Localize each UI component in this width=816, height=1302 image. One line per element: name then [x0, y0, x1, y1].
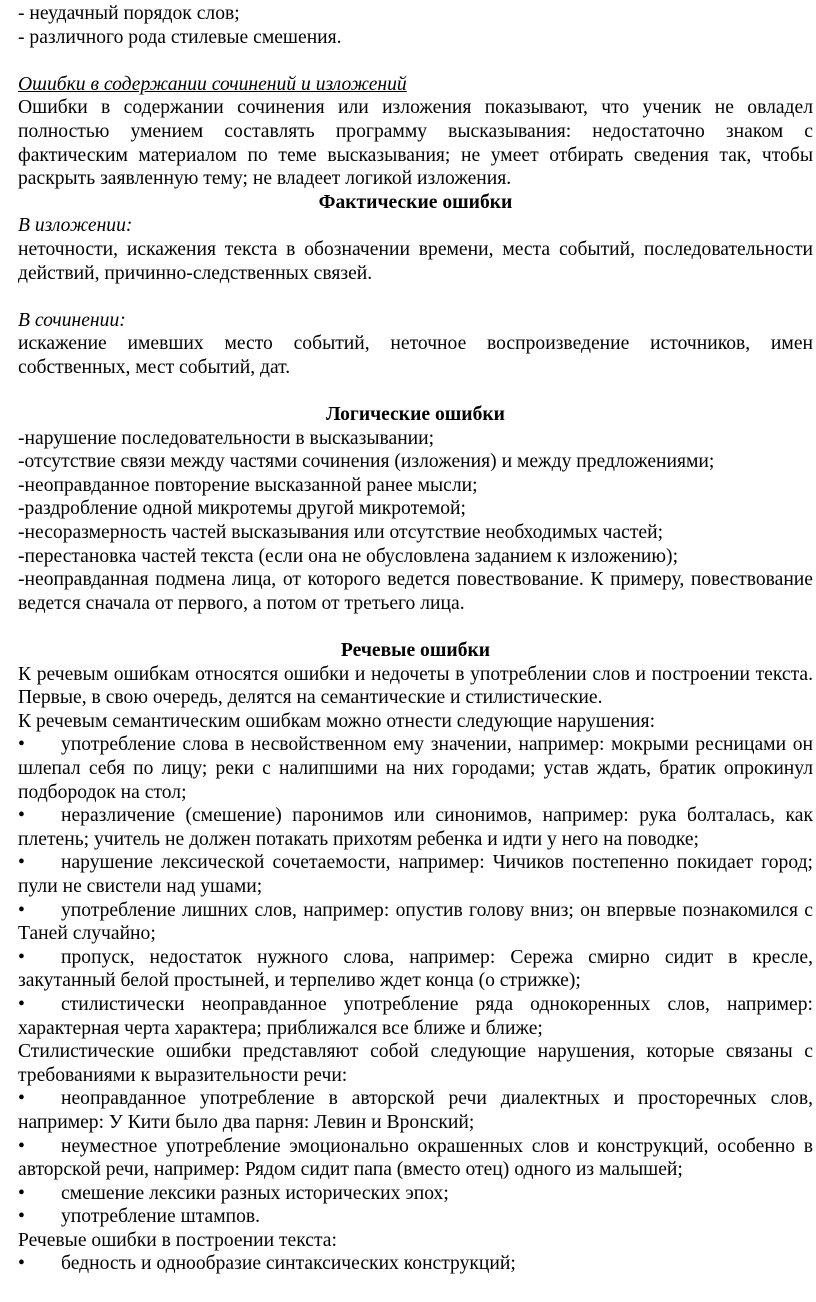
- spacer: [18, 49, 813, 73]
- essay-label: В сочинении:: [18, 309, 126, 331]
- semantic-item-text: употребление слова в несвойственном ему значении, например: мокрыми ресницами он шлепал себя по лицу; реки с налипшими на них городами; устав ждать, братик опрокинул подбородок на стол;: [18, 734, 813, 803]
- factual-errors-heading: Фактические ошибки: [318, 191, 513, 213]
- bullet-icon: •: [18, 993, 25, 1015]
- stylistic-item: [18, 1182, 813, 1206]
- logical-item: -неоправданная подмена лица, от которого ведется повествование. К примеру, повествование ведется сначала от первого, а потом от третьего лица.: [18, 569, 813, 614]
- stylistic-item-text: употребление штампов.: [61, 1206, 261, 1228]
- semantic-item-text: стилистически неоправданное употребление ряда однокоренных слов, например: характерная черта характера; приближался все ближе и ближе;: [18, 993, 813, 1039]
- bullet-icon: •: [18, 1182, 25, 1204]
- intro-line-2: - различного рода стилевые смешения.: [18, 26, 342, 48]
- semantic-item: [18, 851, 813, 898]
- text-errors-intro: Речевые ошибки в построении текста:: [18, 1229, 337, 1251]
- logical-item: -несоразмерность частей высказывания или отсутствие необходимых частей;: [18, 522, 664, 544]
- bullet-icon: •: [18, 1088, 25, 1110]
- text-errors-item: [18, 1252, 813, 1276]
- stylistic-item-text: неоправданное употребление в авторской речи диалектных и просторечных слов, например: У Кити было два парня: Левин и Вронский;: [18, 1088, 813, 1133]
- bullet-icon: •: [18, 1253, 25, 1275]
- logical-item: -отсутствие связи между частями сочинения (изложения) и между предложениями;: [18, 451, 715, 473]
- bullet-icon: •: [18, 805, 25, 827]
- bullet-icon: •: [18, 899, 25, 921]
- text-errors-item-text: бедность и однообразие синтаксических конструкций;: [61, 1253, 516, 1275]
- spacer: [18, 285, 813, 309]
- logical-item: -раздробление одной микротемы другой микротемой;: [18, 498, 466, 520]
- spacer: [18, 380, 813, 404]
- bullet-icon: •: [18, 1135, 25, 1157]
- semantic-intro: К речевым семантическим ошибкам можно отнести следующие нарушения:: [18, 710, 656, 732]
- semantic-item-text: нарушение лексической сочетаемости, например: Чичиков постепенно покидает город; пули не свистели над ушами;: [18, 852, 813, 897]
- intro-line-1: - неудачный порядок слов;: [18, 3, 240, 24]
- semantic-item: [18, 733, 813, 804]
- spacer: [18, 615, 813, 639]
- semantic-item-text: пропуск, недостаток нужного слова, например: Сережа смирно сидит в кресле, закутанный белой простыней, и терпеливо ждет конца (о стрижке);: [18, 946, 813, 992]
- logical-item: -неоправданное повторение высказанной ранее мысли;: [18, 474, 478, 496]
- essay-text: искажение имевших место событий, неточное воспроизведение источников, имен собственных, мест событий, дат.: [18, 333, 813, 378]
- stylistic-intro: Стилистические ошибки представляют собой следующие нарушения, которые связаны с требованиями к выразительности речи:: [18, 1041, 813, 1086]
- logical-item: -перестановка частей текста (если она не обусловлена заданием к изложению);: [18, 545, 679, 567]
- bullet-icon: •: [18, 734, 25, 756]
- stylistic-item: [18, 1087, 813, 1134]
- bullet-icon: •: [18, 852, 25, 874]
- semantic-item: [18, 899, 813, 946]
- semantic-item-text: употребление лишних слов, например: опустив голову вниз; он впервые познакомился с Таней случайно;: [18, 899, 813, 945]
- bullet-icon: •: [18, 946, 25, 968]
- summary-label: В изложении:: [18, 215, 133, 237]
- content-errors-paragraph: Ошибки в содержании сочинения или изложения показывают, что ученик не овладел полностью умением составлять программу высказывания: недостаточно знаком с фактическим материалом по теме высказывания; не умеет отбирать сведения так, чтобы раскрыть заявленную тему; не владеет логикой изложения.: [18, 97, 813, 190]
- logical-errors-heading: Логические ошибки: [326, 404, 505, 426]
- content-errors-heading: Ошибки в содержании сочинений и изложений: [18, 73, 407, 95]
- semantic-item: [18, 993, 813, 1040]
- speech-intro: К речевым ошибкам относятся ошибки и недочеты в употреблении слов и построении текста. Первые, в свою очередь, делятся на семантические и стилистические.: [18, 663, 813, 709]
- stylistic-item-text: неуместное употребление эмоционально окрашенных слов и конструкций, особенно в авторской речи, например: Рядом сидит папа (вместо отец) одного из малышей;: [18, 1135, 813, 1181]
- summary-text: неточности, искажения текста в обозначении времени, места событий, последовательности действий, причинно-следственных связей.: [18, 238, 813, 284]
- semantic-item-text: неразличение (смешение) паронимов или синонимов, например: рука болталась, как плетень; учитель не должен потакать прихотям ребенка и идти у него на поводке;: [18, 805, 813, 850]
- semantic-item: [18, 946, 813, 993]
- stylistic-item: [18, 1135, 813, 1182]
- stylistic-item: [18, 1205, 813, 1229]
- semantic-item: [18, 804, 813, 851]
- bullet-icon: •: [18, 1206, 25, 1228]
- speech-errors-heading: Речевые ошибки: [340, 640, 491, 662]
- stylistic-item-text: смешение лексики разных исторических эпох;: [61, 1182, 449, 1204]
- logical-item: -нарушение последовательности в высказывании;: [18, 427, 435, 449]
